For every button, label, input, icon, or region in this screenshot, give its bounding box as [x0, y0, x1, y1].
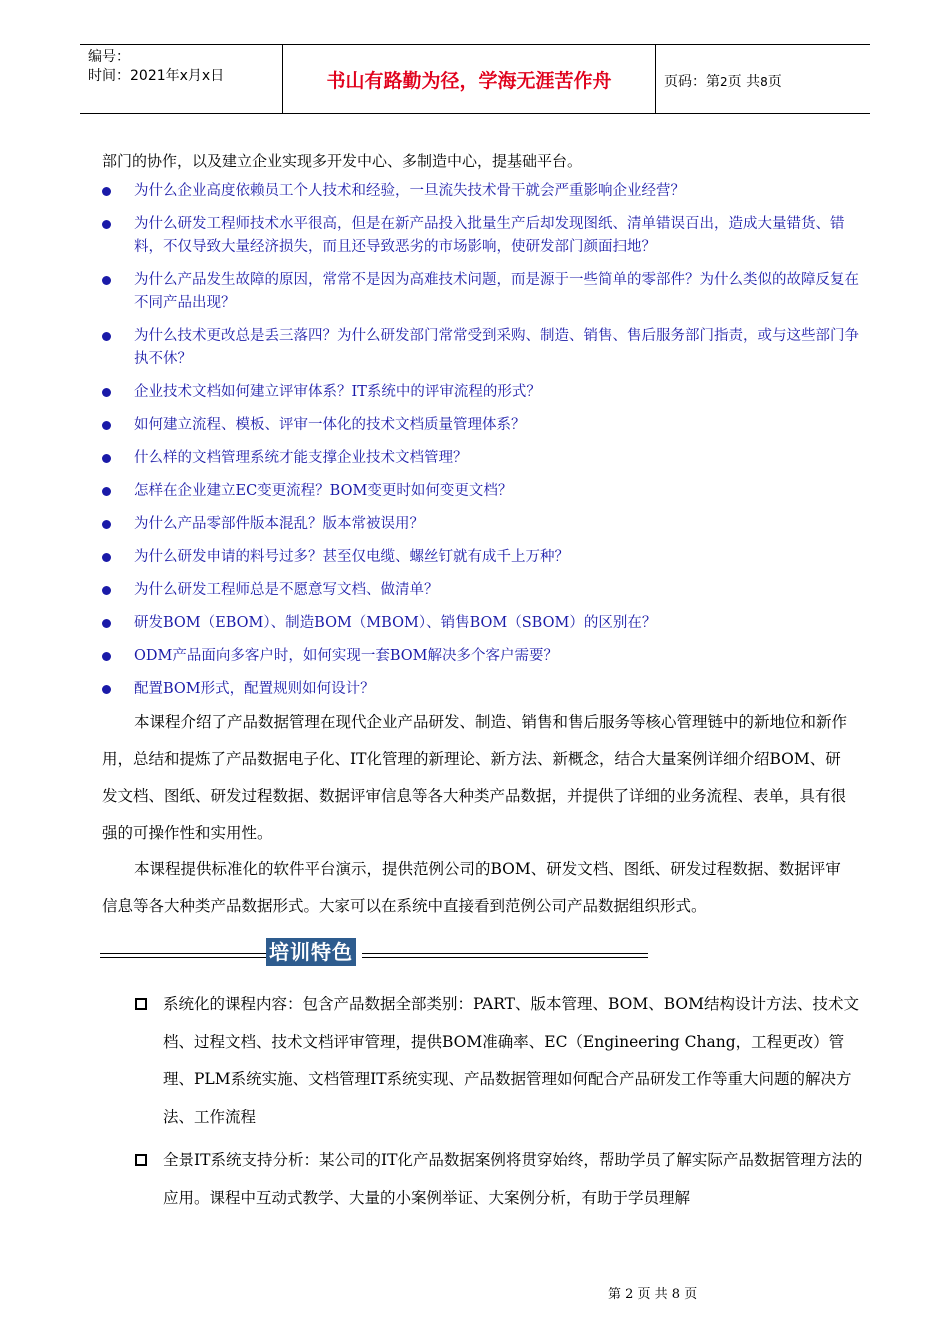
feature-list [132, 986, 868, 1223]
question-item: 为什么技术更改总是丢三落四？为什么研发部门常常受到采购、制造、销售、售后服务部门指责，或与这些部门争执不休？ [100, 325, 870, 371]
page-mid: 页 共 [727, 74, 761, 90]
bullet-dot-icon [102, 454, 111, 463]
header-divider-left [282, 44, 283, 114]
bullet-dot-icon [102, 220, 111, 229]
bullet-dot-icon [102, 586, 111, 595]
page-current: 2 [720, 75, 728, 89]
bullet-dot-icon [102, 652, 111, 661]
header-page-info [664, 71, 782, 91]
question-item: 为什么研发工程师技术水平很高，但是在新产品投入批量生产后却发现图纸、清单错误百出，造成大量错货、错料，不仅导致大量经济损失，而且还导致恶劣的市场影响，使研发部门颜面扫地？ [100, 213, 870, 259]
header-meta [88, 48, 224, 86]
bullet-dot-icon [102, 520, 111, 529]
question-item: 如何建立流程、模板、评审一体化的技术文档质量管理体系？ [100, 414, 870, 437]
page-suffix: 页 [767, 74, 782, 90]
intro-paragraph-1: 本课程介绍了产品数据管理在现代企业产品研发、制造、销售和售后服务等核心管理链中的新地位和新作用，总结和提炼了产品数据电子化、IT化管理的新理论、新方法、新概念，结合大量案例详细介绍BOM、研发文档、图纸、研发过程数据、数据评审信息等各大种类产品数据，并提供了详细的业务流程、表单，具有很强的可操作性和实用性。 [102, 713, 848, 842]
bullet-dot-icon [102, 187, 111, 196]
bullet-dot-icon [102, 332, 111, 341]
bullet-dot-icon [102, 276, 111, 285]
page-prefix: 页码：第 [664, 74, 720, 90]
question-item: 为什么研发申请的料号过多？甚至仅电缆、螺丝钉就有成千上万种？ [100, 546, 870, 569]
header-motto: 书山有路勤为径，学海无涯苦作舟 [326, 70, 612, 92]
question-item: 企业技术文档如何建立评审体系？IT系统中的评审流程的形式？ [100, 381, 870, 404]
document-number-label: 编号： [88, 49, 130, 65]
header-top-rule [80, 44, 870, 45]
header-divider-right [655, 44, 656, 114]
checkbox-square-icon [135, 998, 147, 1010]
page-total: 8 [760, 75, 768, 89]
page-footer: 第 2 页 共 8 页 [608, 1287, 698, 1302]
question-list [100, 180, 870, 711]
section-rule-right [362, 953, 648, 958]
lead-line: 部门的协作，以及建立企业实现多开发中心、多制造中心，提基础平台。 [102, 152, 583, 170]
header-bottom-rule [80, 113, 870, 114]
question-item: 为什么产品发生故障的原因，常常不是因为高难技术问题，而是源于一些简单的零部件？为什么类似的故障反复在不同产品出现？ [100, 269, 870, 315]
bullet-dot-icon [102, 388, 111, 397]
question-item: 配置BOM形式，配置规则如何设计？ [100, 678, 870, 701]
document-time: 时间：2021年x月x日 [88, 68, 225, 84]
bullet-dot-icon [102, 487, 111, 496]
question-item: 为什么企业高度依赖员工个人技术和经验，一旦流失技术骨干就会严重影响企业经营？ [100, 180, 870, 203]
feature-item: 全景IT系统支持分析：某公司的IT化产品数据案例将贯穿始终，帮助学员了解实际产品数据管理方法的应用。课程中互动式教学、大量的小案例举证、大案例分析，有助于学员理解 [132, 1142, 868, 1217]
bullet-dot-icon [102, 553, 111, 562]
bullet-dot-icon [102, 619, 111, 628]
bullet-dot-icon [102, 421, 111, 430]
intro-paragraph-2: 本课程提供标准化的软件平台演示，提供范例公司的BOM、研发文档、图纸、研发过程数据、数据评审信息等各大种类产品数据形式。大家可以在系统中直接看到范例公司产品数据组织形式。 [102, 860, 841, 915]
checkbox-square-icon [135, 1154, 147, 1166]
section-rule-left [100, 953, 266, 958]
feature-item: 系统化的课程内容：包含产品数据全部类别：PART、版本管理、BOM、BOM结构设计方法、技术文档、过程文档、技术文档评审管理，提供BOM准确率、EC（Engineering Chang，工程更改）管理、PLM系统实施、文档管理IT系统实现、产品数据管理如何配合产品研发工作等重大问题的解决方法、工作流程 [132, 986, 868, 1136]
question-item: 怎样在企业建立EC变更流程？BOM变更时如何变更文档？ [100, 480, 870, 503]
question-item: 什么样的文档管理系统才能支撑企业技术文档管理？ [100, 447, 870, 470]
question-item: 为什么研发工程师总是不愿意写文档、做清单？ [100, 579, 870, 602]
question-item: 研发BOM（EBOM）、制造BOM（MBOM）、销售BOM（SBOM）的区别在？ [100, 612, 870, 635]
section-title: 培训特色 [266, 938, 356, 966]
question-item: ODM产品面向多客户时，如何实现一套BOM解决多个客户需要？ [100, 645, 870, 668]
bullet-dot-icon [102, 685, 111, 694]
question-item: 为什么产品零部件版本混乱？版本常被误用？ [100, 513, 870, 536]
